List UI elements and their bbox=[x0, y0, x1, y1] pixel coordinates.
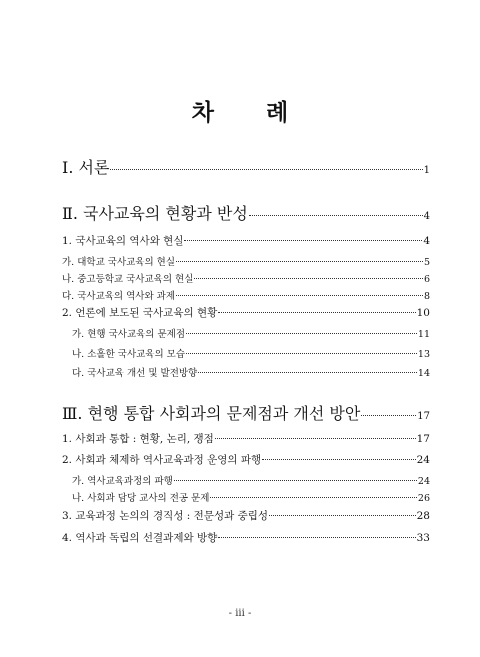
dot-leader bbox=[184, 240, 422, 241]
dot-leader bbox=[361, 415, 416, 416]
dot-leader bbox=[210, 497, 416, 498]
toc-entry-2-1 bbox=[62, 233, 430, 248]
toc-entry-page: 6 bbox=[423, 274, 430, 285]
toc-entry-page: 14 bbox=[417, 368, 430, 379]
toc-entry-page: 17 bbox=[417, 411, 430, 422]
toc-entry-label: 나. 사회과 담당 교사의 전공 문제 bbox=[72, 493, 210, 504]
toc-entry-2-2 bbox=[62, 305, 430, 320]
toc-entry-2-1-ga bbox=[62, 254, 430, 268]
toc-entry-label: 가. 현행 국사교육의 문제점 bbox=[72, 329, 186, 340]
toc-entry-label: 나. 소홀한 국사교육의 모습 bbox=[72, 349, 186, 360]
toc-entry-page: 1 bbox=[423, 165, 430, 176]
toc-entry-label: 2. 사회과 체제하 역사교육과정 운영의 파행 bbox=[62, 454, 262, 466]
toc-entry-page: 5 bbox=[423, 257, 430, 268]
toc-entry-label: Ⅲ. 현행 통합 사회과의 문제점과 개선 방안 bbox=[62, 404, 361, 423]
toc-entry-page: 26 bbox=[417, 493, 430, 504]
toc-entry-3-4 bbox=[62, 530, 430, 545]
toc-entry-2-2-ga bbox=[72, 326, 430, 340]
dot-leader bbox=[110, 169, 422, 170]
toc-entry-page: 13 bbox=[417, 349, 430, 360]
dot-leader bbox=[262, 459, 415, 460]
toc-entry-label: 다. 국사교육의 역사와 과제 bbox=[62, 291, 176, 302]
dot-leader bbox=[176, 295, 423, 296]
dot-leader bbox=[218, 312, 415, 313]
dot-leader bbox=[269, 515, 416, 516]
toc-entry-3-1 bbox=[62, 431, 430, 446]
toc-entry-3-2-na bbox=[72, 490, 430, 504]
toc-entry-page: 28 bbox=[416, 510, 430, 522]
toc-entry-label: 가. 대학교 국사교육의 현실 bbox=[62, 257, 176, 268]
toc-entry-3-2-ga bbox=[72, 473, 430, 487]
dot-leader bbox=[215, 438, 416, 439]
toc-entry-label: 2. 언론에 보도된 국사교육의 현황 bbox=[62, 307, 218, 319]
toc-entry-2-1-na bbox=[62, 271, 430, 285]
toc-entry-page: 24 bbox=[416, 454, 430, 466]
toc-entry-page: 24 bbox=[417, 476, 430, 487]
toc-entry-section-3 bbox=[62, 401, 430, 424]
toc-entry-2-2-da bbox=[72, 365, 430, 379]
dot-leader bbox=[174, 480, 417, 481]
toc-entry-page: 4 bbox=[423, 211, 430, 222]
toc-entry-3-3 bbox=[62, 508, 430, 523]
page-title: 차 례 bbox=[191, 100, 311, 126]
dot-leader bbox=[218, 537, 415, 538]
toc-entry-label: Ⅰ. 서론 bbox=[62, 158, 110, 177]
toc-entry-label: 나. 중고등학교 국사교육의 현실 bbox=[62, 274, 194, 285]
toc-entry-label: 가. 역사교육과정의 파행 bbox=[72, 476, 173, 487]
toc-entry-page: 33 bbox=[416, 532, 430, 544]
toc-entry-section-1 bbox=[62, 155, 430, 178]
toc-entry-page: 11 bbox=[417, 329, 430, 340]
dot-leader bbox=[186, 353, 417, 354]
toc-entry-label: 다. 국사교육 개선 및 발전방향 bbox=[72, 368, 198, 379]
toc-entry-section-2 bbox=[62, 201, 430, 224]
dot-leader bbox=[198, 372, 417, 373]
toc-entry-page: 10 bbox=[416, 307, 430, 319]
toc-entry-page: 4 bbox=[423, 235, 430, 247]
dot-leader bbox=[186, 333, 417, 334]
toc-entry-page: 8 bbox=[423, 291, 430, 302]
dot-leader bbox=[194, 278, 423, 279]
toc-entry-label: 1. 국사교육의 역사와 현실 bbox=[62, 235, 184, 247]
page-number-footer: - iii - bbox=[228, 608, 252, 619]
toc-entry-label: Ⅱ. 국사교육의 현황과 반성 bbox=[62, 204, 248, 223]
toc-entry-2-2-na bbox=[72, 346, 430, 360]
toc-entry-label: 3. 교육과정 논의의 경직성 : 전문성과 중립성 bbox=[62, 510, 269, 522]
toc-entry-label: 1. 사회과 통합 : 현황, 논리, 쟁점 bbox=[62, 433, 214, 445]
toc-entry-label: 4. 역사과 독립의 선결과제와 방향 bbox=[62, 532, 218, 544]
toc-entry-page: 17 bbox=[416, 433, 430, 445]
toc-entry-2-1-da bbox=[62, 288, 430, 302]
dot-leader bbox=[249, 215, 423, 216]
dot-leader bbox=[176, 261, 423, 262]
toc-entry-3-2 bbox=[62, 452, 430, 467]
